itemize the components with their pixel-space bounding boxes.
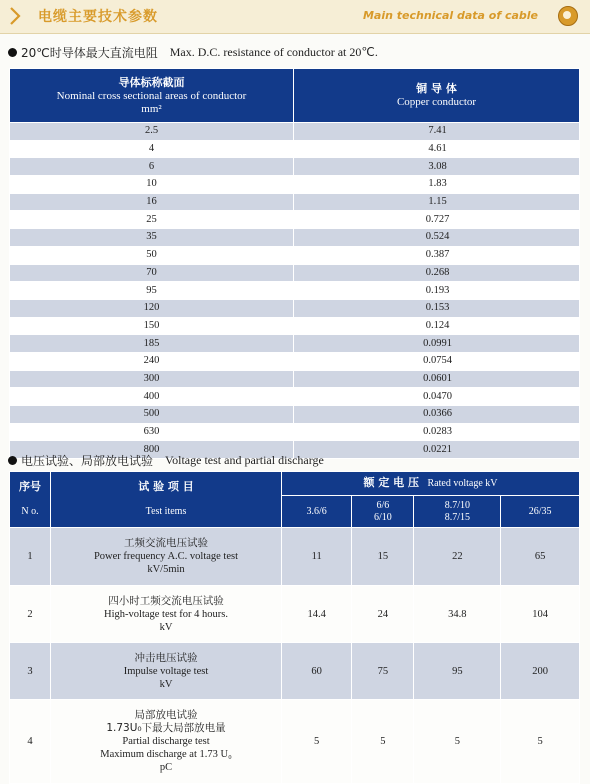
test-value-cell: 75 [352,643,414,700]
cross-section-cell: 150 [10,317,294,335]
table-row [10,643,580,700]
items-en: Test items [145,506,187,517]
col1-unit: mm² [141,102,162,115]
cross-section-cell: 16 [10,193,294,211]
table-row [10,335,580,353]
test-value-cell: 24 [352,586,414,643]
header-title-cn: 电缆主要技术参数 [38,9,158,25]
col2-en: Copper conductor [396,96,477,108]
voltage-line2: 8.7/15 [444,511,470,523]
chevron-right-icon [8,6,22,26]
cross-section-cell: 400 [10,388,294,406]
table-row [10,123,580,141]
test-item-line: pC [159,762,173,773]
resistance-cell: 0.387 [294,246,580,264]
resistance-cell: 1.15 [294,193,580,211]
test-value-cell: 5 [501,700,580,784]
test-item-line: 1.73U₀下最大局部放电量 [106,722,226,734]
cross-section-cell: 240 [10,352,294,370]
row-number-cell: 4 [10,700,51,784]
resistance-cell: 0.524 [294,229,580,247]
table-row [10,176,580,194]
resistance-cell: 0.0221 [294,441,580,459]
section1-title-en: Max. D.C. resistance of conductor at 20℃. [169,45,378,59]
table-row [10,140,580,158]
cross-section-cell: 35 [10,229,294,247]
table-row [10,423,580,441]
cross-section-cell: 185 [10,335,294,353]
cross-section-cell: 500 [10,406,294,424]
items-cn: 试 验 项 目 [138,480,194,493]
test-value-cell: 34.8 [414,586,501,643]
test-value-cell: 200 [501,643,580,700]
section2-title-cn: 电压试验、局部放电试验 [21,454,154,468]
test-item-line: kV [159,621,173,633]
resistance-cell: 0.268 [294,264,580,282]
table-row [10,317,580,335]
col-header-copper [294,69,580,123]
col1-cn: 导体标称截面 [118,75,185,89]
table-row [10,282,580,300]
table-row [10,264,580,282]
test-value-cell: 60 [282,643,352,700]
table-row [10,406,580,424]
section2-title-en: Voltage test and partial discharge [165,453,324,467]
bullet-icon [8,48,17,57]
cross-section-cell: 630 [10,423,294,441]
col2-cn: 铜 导 体 [416,82,457,95]
no-cn: 序号 [19,480,41,493]
cross-section-cell: 10 [10,176,294,194]
row-number-cell: 3 [10,643,51,700]
resistance-cell: 1.83 [294,176,580,194]
test-item-line: Maximum discharge at 1.73 U₀ [100,749,232,760]
header-title-en: Main technical data of cable [362,9,538,22]
test-value-cell: 104 [501,586,580,643]
resistance-cell: 0.124 [294,317,580,335]
test-value-cell: 11 [282,528,352,586]
test-item-line: kV [159,678,173,690]
col1-en: Nominal cross sectional areas of conductor [56,89,247,102]
voltage-line1: 3.6/6 [306,505,327,517]
rated-cn: 额 定 电 压 [363,476,419,489]
col-header-cross-section [10,69,294,123]
bullet-icon [8,456,17,465]
resistance-cell: 0.0601 [294,370,580,388]
voltage-header [282,496,352,528]
section1-title-cn: 20℃时导体最大直流电阻 [21,46,158,60]
voltage-line1: 8.7/10 [444,499,470,511]
table-row [10,528,580,586]
test-item-cell [51,700,282,784]
header-bar [0,0,590,34]
test-value-cell: 5 [282,700,352,784]
resistance-cell: 0.193 [294,282,580,300]
cross-section-cell: 300 [10,370,294,388]
row-number-cell: 1 [10,528,51,586]
table-row [10,299,580,317]
cross-section-cell: 6 [10,158,294,176]
voltage-test-table [9,471,580,784]
test-item-line: 工频交流电压试验 [124,537,208,549]
test-value-cell: 5 [414,700,501,784]
col-header-rated-voltage [282,472,580,496]
table-row [10,700,580,784]
section1-heading [8,44,378,61]
test-item-line: Partial discharge test [122,736,210,747]
test-item-line: 四小时工频交流电压试验 [108,594,224,607]
test-value-cell: 95 [414,643,501,700]
col-header-items [51,472,282,528]
test-value-cell: 15 [352,528,414,586]
table-row [10,246,580,264]
table-row [10,370,580,388]
table-row [10,211,580,229]
resistance-table [9,68,580,459]
no-en: N o. [21,506,39,517]
test-item-line: High-voltage test for 4 hours. [104,608,228,620]
company-logo-icon [558,6,578,26]
cross-section-cell: 120 [10,299,294,317]
table-row [10,193,580,211]
cross-section-cell: 25 [10,211,294,229]
rated-en: Rated voltage kV [427,478,498,489]
test-item-line: 局部放电试验 [134,709,198,721]
voltage-line1: 6/6 [376,499,390,511]
table-row [10,586,580,643]
resistance-cell: 0.0754 [294,352,580,370]
cross-section-cell: 2.5 [10,123,294,141]
cross-section-cell: 800 [10,441,294,459]
test-item-cell [51,586,282,643]
resistance-cell: 0.0991 [294,335,580,353]
row-number-cell: 2 [10,586,51,643]
resistance-cell: 3.08 [294,158,580,176]
resistance-cell: 0.727 [294,211,580,229]
table-row [10,352,580,370]
table-row [10,158,580,176]
section2-heading [8,452,324,469]
test-item-line: Power frequency A.C. voltage test [93,551,239,562]
cross-section-cell: 70 [10,264,294,282]
test-item-line: 冲击电压试验 [134,651,198,664]
voltage-header [501,496,580,528]
resistance-cell: 0.0470 [294,388,580,406]
col-header-no [10,472,51,528]
resistance-cell: 0.153 [294,299,580,317]
resistance-cell: 4.61 [294,140,580,158]
test-item-cell [51,528,282,586]
voltage-line2: 6/10 [373,511,392,523]
voltage-line1: 26/35 [528,505,552,517]
test-value-cell: 22 [414,528,501,586]
test-value-cell: 65 [501,528,580,586]
resistance-cell: 0.0283 [294,423,580,441]
cross-section-cell: 4 [10,140,294,158]
voltage-header [352,496,414,528]
test-value-cell: 5 [352,700,414,784]
resistance-cell: 7.41 [294,123,580,141]
test-item-cell [51,643,282,700]
voltage-header [414,496,501,528]
test-value-cell: 14.4 [282,586,352,643]
table-row [10,388,580,406]
table-row [10,229,580,247]
test-item-line: kV/5min [147,564,185,575]
resistance-cell: 0.0366 [294,406,580,424]
cross-section-cell: 95 [10,282,294,300]
cross-section-cell: 50 [10,246,294,264]
test-item-line: Impulse voltage test [123,665,209,677]
